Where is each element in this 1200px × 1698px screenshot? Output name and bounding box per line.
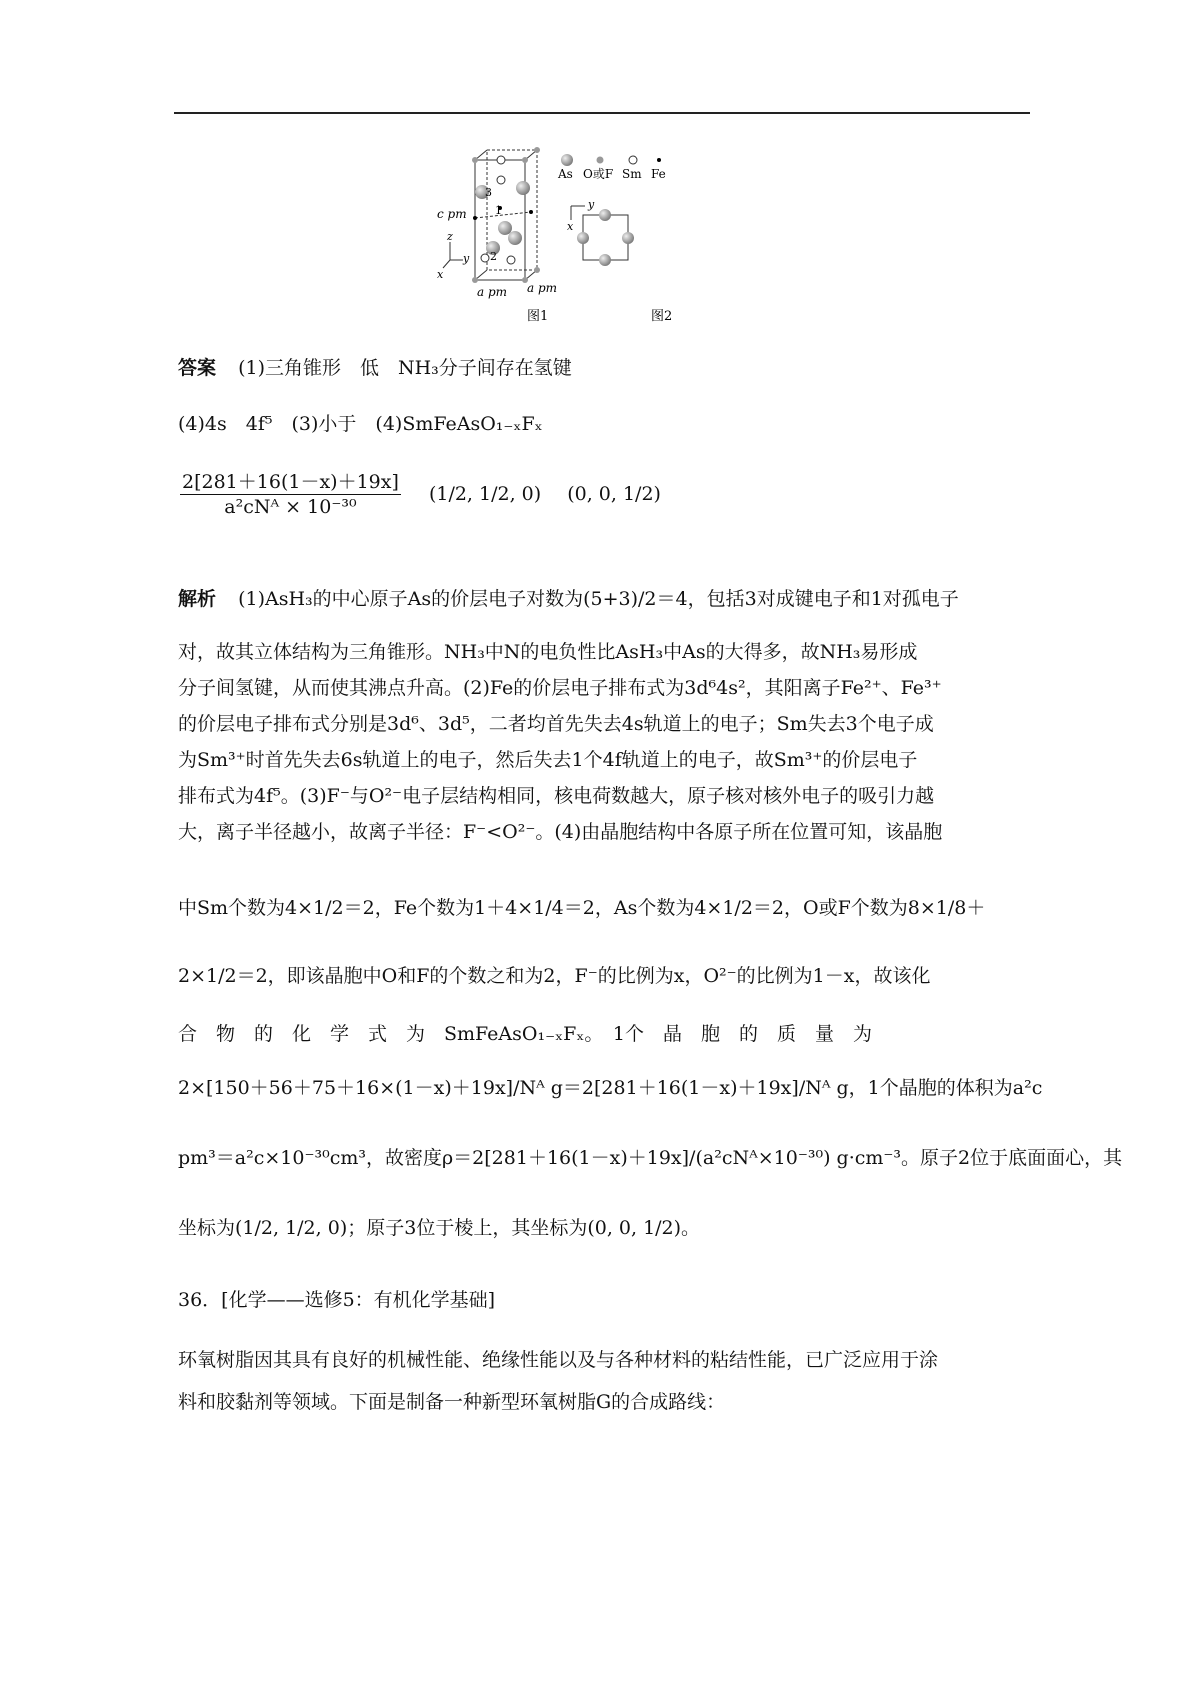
analysis-line-12: pm³＝a²c×10⁻³⁰cm³，故密度ρ＝2[281＋16(1－x)＋19x]/(a²cNᴬ×10⁻³⁰) g·cm⁻³。原子2位于底面面心，其 (178, 1147, 1123, 1169)
analysis-text-1: (1)AsH₃的中心原子As的价层电子对数为(5+3)/2＝4，包括3对成键电子和1对孤电子 (238, 588, 959, 610)
answer-label: 答案 (178, 357, 217, 379)
answer-line-2: (4)4s 4f⁵ (3)小于 (4)SmFeAsO₁₋ₓFₓ (178, 413, 543, 435)
answer-line-1 (178, 354, 572, 382)
answer-text-1: (1)三角锥形 低 NH₃分子间存在氢键 (238, 357, 572, 379)
axes-fig1 (443, 242, 463, 268)
q36-para-line-2: 料和胶黏剂等领域。下面是制备一种新型环氧树脂G的合成路线： (178, 1391, 726, 1413)
label-a2: a pm (527, 281, 558, 295)
analysis-line-10: 合 物 的 化 学 式 为 SmFeAsO₁₋ₓFₓ。 1个 晶 胞 的 质 量 为 (178, 1023, 872, 1045)
analysis-line-3: 分子间氢键，从而使其沸点升高。(2)Fe的价层电子排布式为3d⁶4s²，其阳离子Fe²⁺、Fe³⁺ (178, 677, 942, 699)
crystal-figure (437, 150, 755, 325)
legend-as: As (558, 167, 573, 181)
analysis-line-13: 坐标为(1/2, 1/2, 0)；原子3位于棱上，其坐标为(0, 0, 1/2)。 (178, 1217, 701, 1239)
analysis-line-6: 排布式为4f⁵。(3)F⁻与O²⁻电子层结构相同，核电荷数越大，原子核对核外电子的吸引力越 (178, 785, 935, 807)
header-rule (174, 112, 1030, 114)
axis-z: z (447, 230, 453, 243)
analysis-line-11: 2×[150＋56＋75＋16×(1－x)＋19x]/Nᴬ g＝2[281＋16(1－x)＋19x]/Nᴬ g，1个晶胞的体积为a²c (178, 1077, 1043, 1099)
label-1: 1 (495, 204, 502, 217)
analysis-line-4: 的价层电子排布式分别是3d⁶、3d⁵，二者均首先失去4s轨道上的电子；Sm失去3个电子成 (178, 713, 934, 735)
analysis-line-2: 对，故其立体结构为三角锥形。NH₃中N的电负性比AsH₃中As的大得多，故NH₃易形成 (178, 641, 918, 663)
fig2-axis-x: x (567, 220, 574, 233)
density-denominator: a²cNᴬ × 10⁻³⁰ (224, 496, 357, 518)
density-numerator: 2[281＋16(1－x)＋19x] (182, 471, 399, 493)
analysis-label: 解析 (178, 588, 217, 610)
analysis-line-9: 2×1/2＝2，即该晶胞中O和F的个数之和为2，F⁻的比例为x，O²⁻的比例为1－x，故该化 (178, 965, 931, 987)
answer-density-fraction (180, 470, 401, 519)
legend (561, 154, 661, 166)
answer-coord-2: (0, 0, 1/2) (567, 482, 661, 505)
answer-line-3 (178, 470, 661, 519)
label-3: 3 (485, 186, 492, 199)
fig2-square (571, 206, 634, 266)
axis-y: y (463, 252, 470, 265)
q36-title: 36．[化学——选修5：有机化学基础] (178, 1289, 496, 1311)
label-2: 2 (490, 250, 497, 263)
axis-x: x (437, 268, 444, 281)
analysis-line-5: 为Sm³⁺时首先失去6s轨道上的电子，然后失去1个4f轨道上的电子，故Sm³⁺的价层电子 (178, 749, 918, 771)
analysis-line-8: 中Sm个数为4×1/2＝2，Fe个数为1＋4×1/4＝2，As个数为4×1/2＝2，O或F个数为8×1/8＋ (178, 897, 986, 919)
legend-sm: Sm (622, 167, 642, 181)
fig2-caption: 图2 (651, 309, 673, 324)
fig2-axis-y: y (588, 198, 595, 211)
answer-coord-1: (1/2, 1/2, 0) (428, 482, 542, 505)
label-a1: a pm (477, 285, 508, 299)
legend-of: O或F (583, 167, 614, 181)
legend-fe: Fe (651, 167, 666, 181)
q36-para-line-1: 环氧树脂因其具有良好的机械性能、绝缘性能以及与各种材料的粘结性能，已广泛应用于涂 (178, 1349, 939, 1371)
label-c: c pm (437, 207, 467, 221)
analysis-line-1 (178, 585, 959, 613)
fig1-caption: 图1 (527, 309, 549, 324)
analysis-line-7: 大，离子半径越小，故离子半径：F⁻<O²⁻。(4)由晶胞结构中各原子所在位置可知，该晶胞 (178, 821, 943, 843)
